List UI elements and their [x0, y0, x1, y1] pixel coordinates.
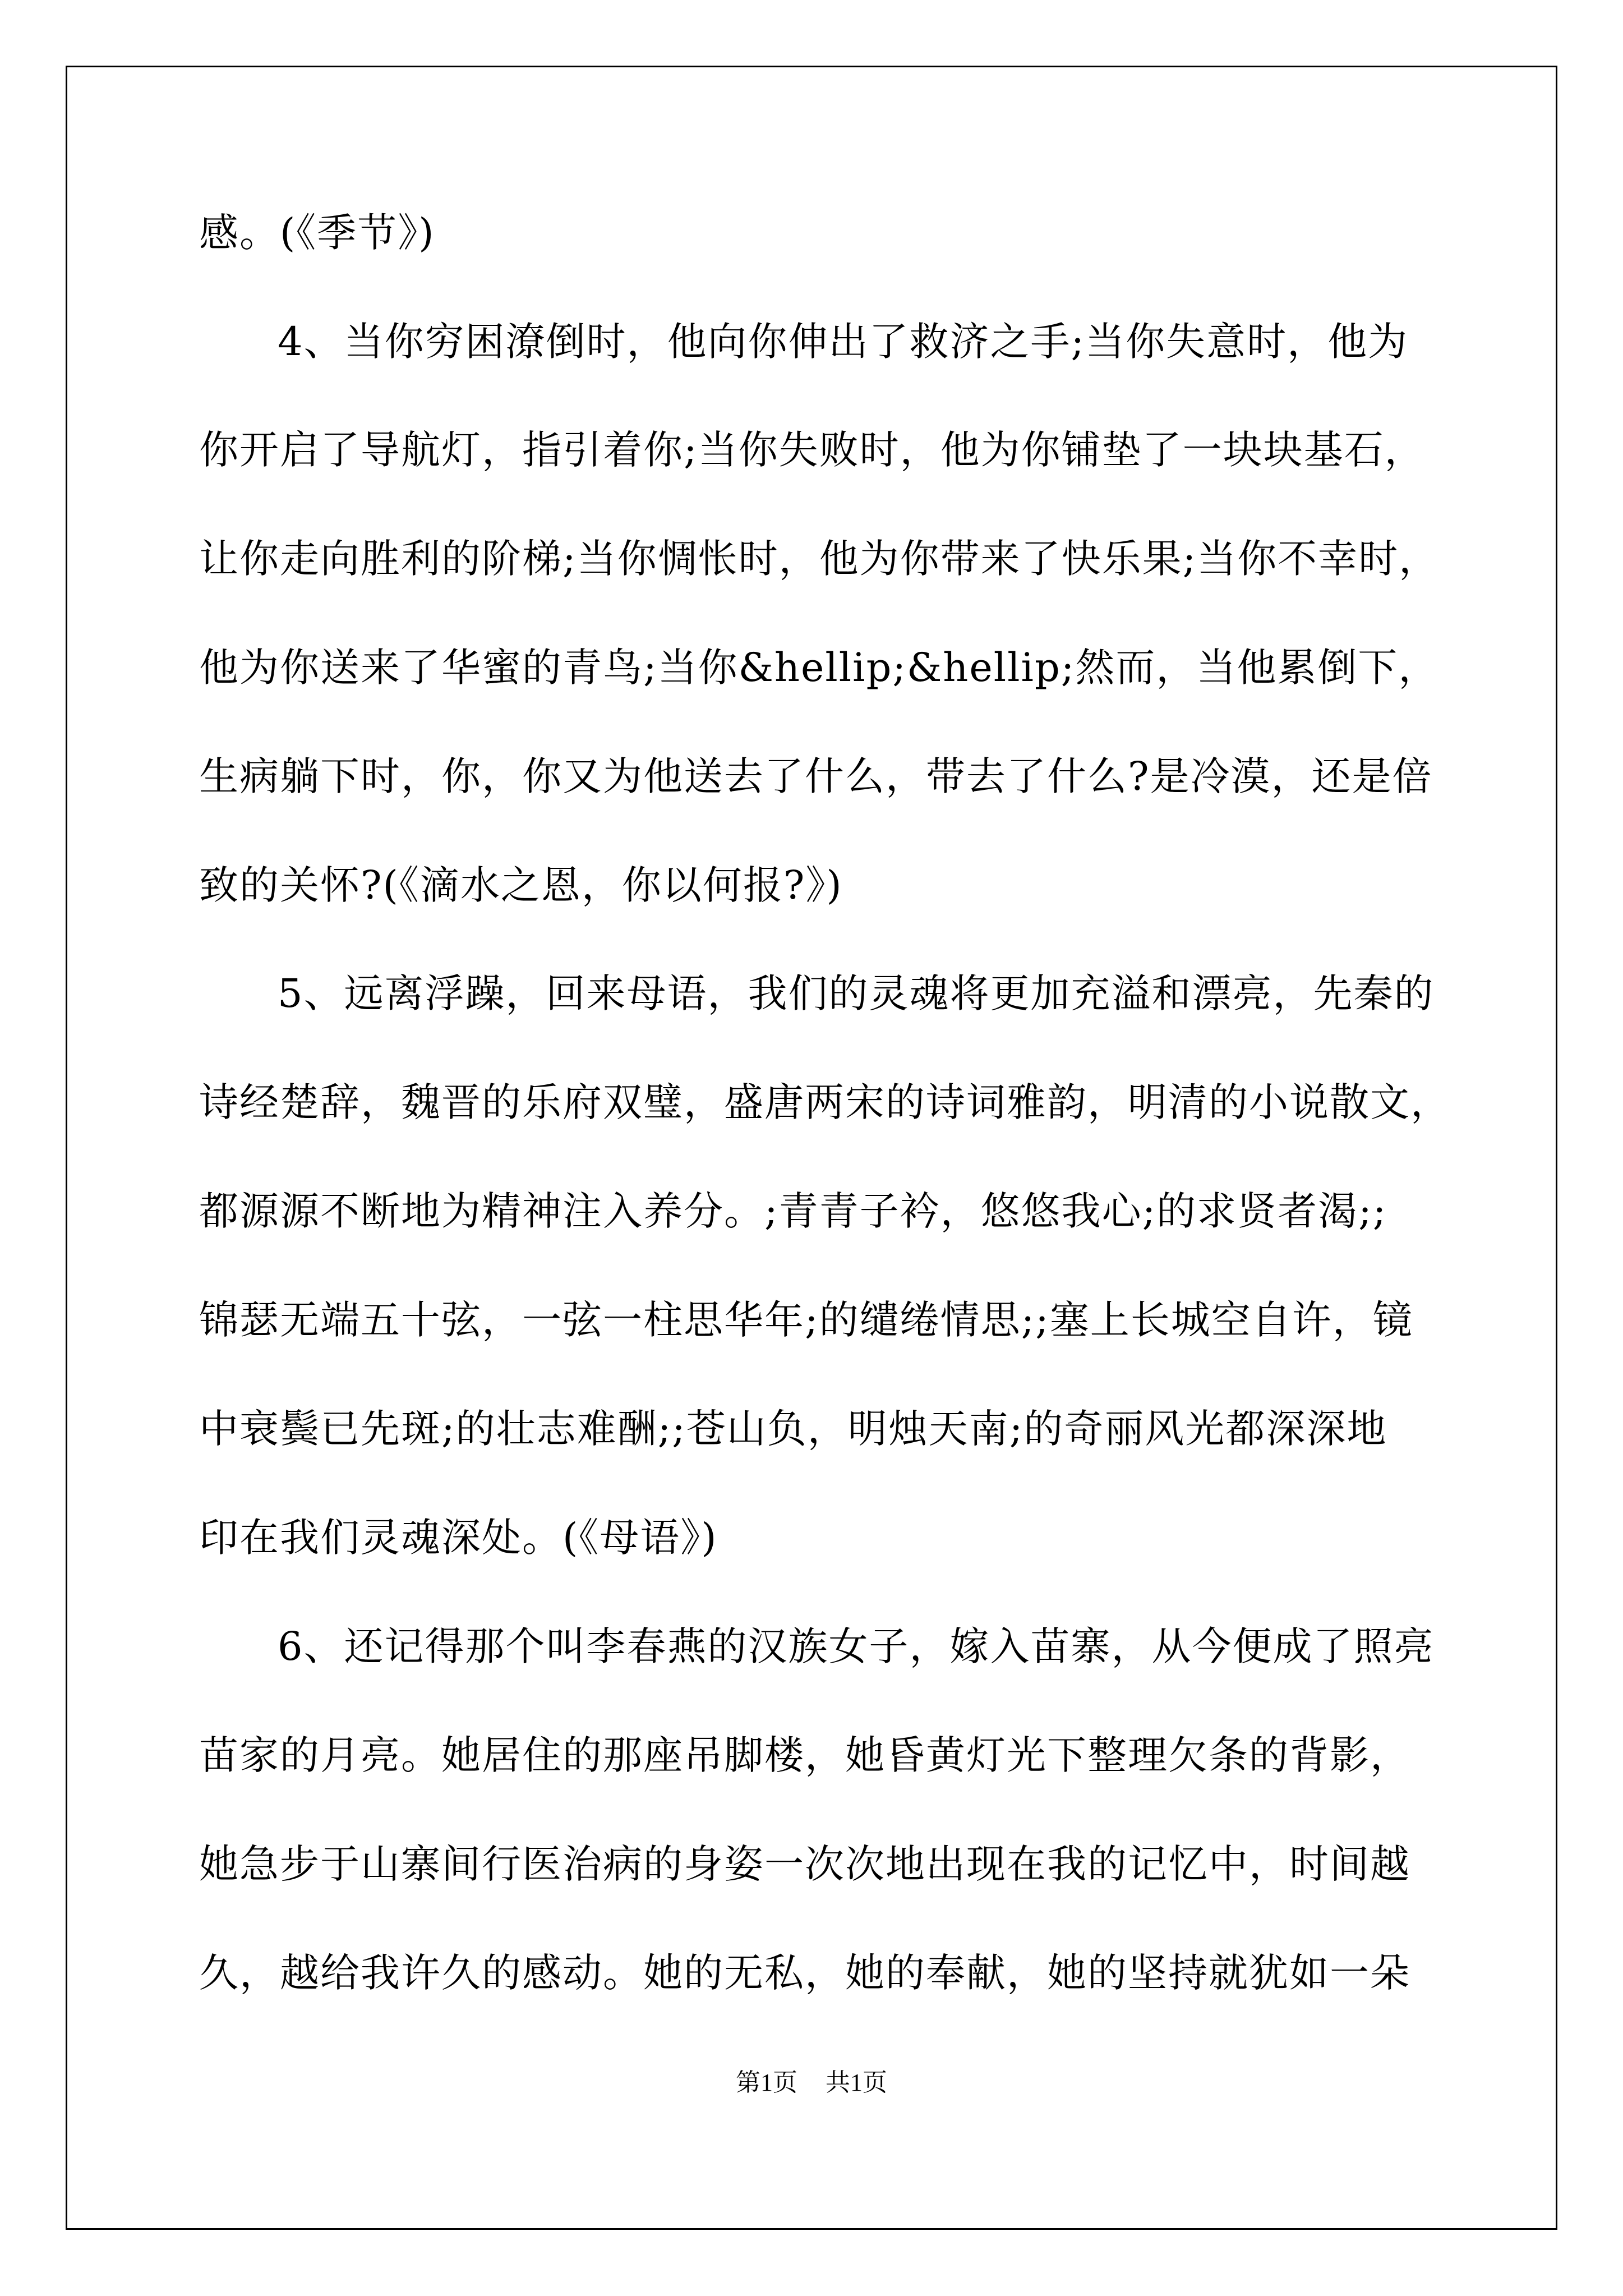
text-line: 让你走向胜利的阶梯;当你惆怅时，他为你带来了快乐果;当你不幸时， [199, 536, 1440, 582]
text-line: 苗家的月亮。她居住的那座吊脚楼，她昏黄灯光下整理欠条的背影， [199, 1732, 1410, 1778]
text-line: 感。(《季节》) [199, 210, 435, 256]
text-line: 4、当你穷困潦倒时，他向你伸出了救济之手;当你失意时，他为 [278, 319, 1409, 365]
page-border [66, 66, 1557, 2230]
page-footer [0, 2067, 1623, 2099]
text-line: 她急步于山寨间行医治病的身姿一次次地出现在我的记忆中，时间越 [199, 1841, 1410, 1887]
page-number: 第1页 [736, 2069, 797, 2096]
text-line: 6、还记得那个叫李春燕的汉族女子，嫁入苗寨，从今便成了照亮 [278, 1623, 1435, 1669]
text-line: 他为你送来了华蜜的青鸟;当你&hellip;&hellip;然而，当他累倒下， [199, 645, 1439, 691]
text-line: 生病躺下时，你，你又为他送去了什么，带去了什么?是冷漠，还是倍 [199, 753, 1433, 799]
text-line: 致的关怀?(《滴水之恩，你以何报?》) [199, 862, 843, 908]
page-total: 共1页 [826, 2069, 887, 2096]
text-line: 5、远离浮躁，回来母语，我们的灵魂将更加充溢和漂亮，先秦的 [278, 970, 1435, 1016]
text-line: 诗经楚辞，魏晋的乐府双璧，盛唐两宋的诗词雅韵，明清的小说散文， [199, 1079, 1451, 1125]
text-line: 中衰鬓已先斑;的壮志难酬;;苍山负，明烛天南;的奇丽风光都深深地 [199, 1406, 1387, 1452]
text-line: 印在我们灵魂深处。(《母语》) [199, 1515, 718, 1561]
text-line: 锦瑟无端五十弦，一弦一柱思华年;的缱绻情思;;塞上长城空自许，镜 [199, 1297, 1413, 1343]
text-line: 久，越给我许久的感动。她的无私，她的奉献，她的坚持就犹如一朵 [199, 1950, 1410, 1996]
text-line: 都源源不断地为精神注入养分。;青青子衿，悠悠我心;的求贤者渴;; [199, 1188, 1387, 1234]
text-line: 你开启了导航灯，指引着你;当你失败时，他为你铺垫了一块块基石， [199, 427, 1425, 473]
